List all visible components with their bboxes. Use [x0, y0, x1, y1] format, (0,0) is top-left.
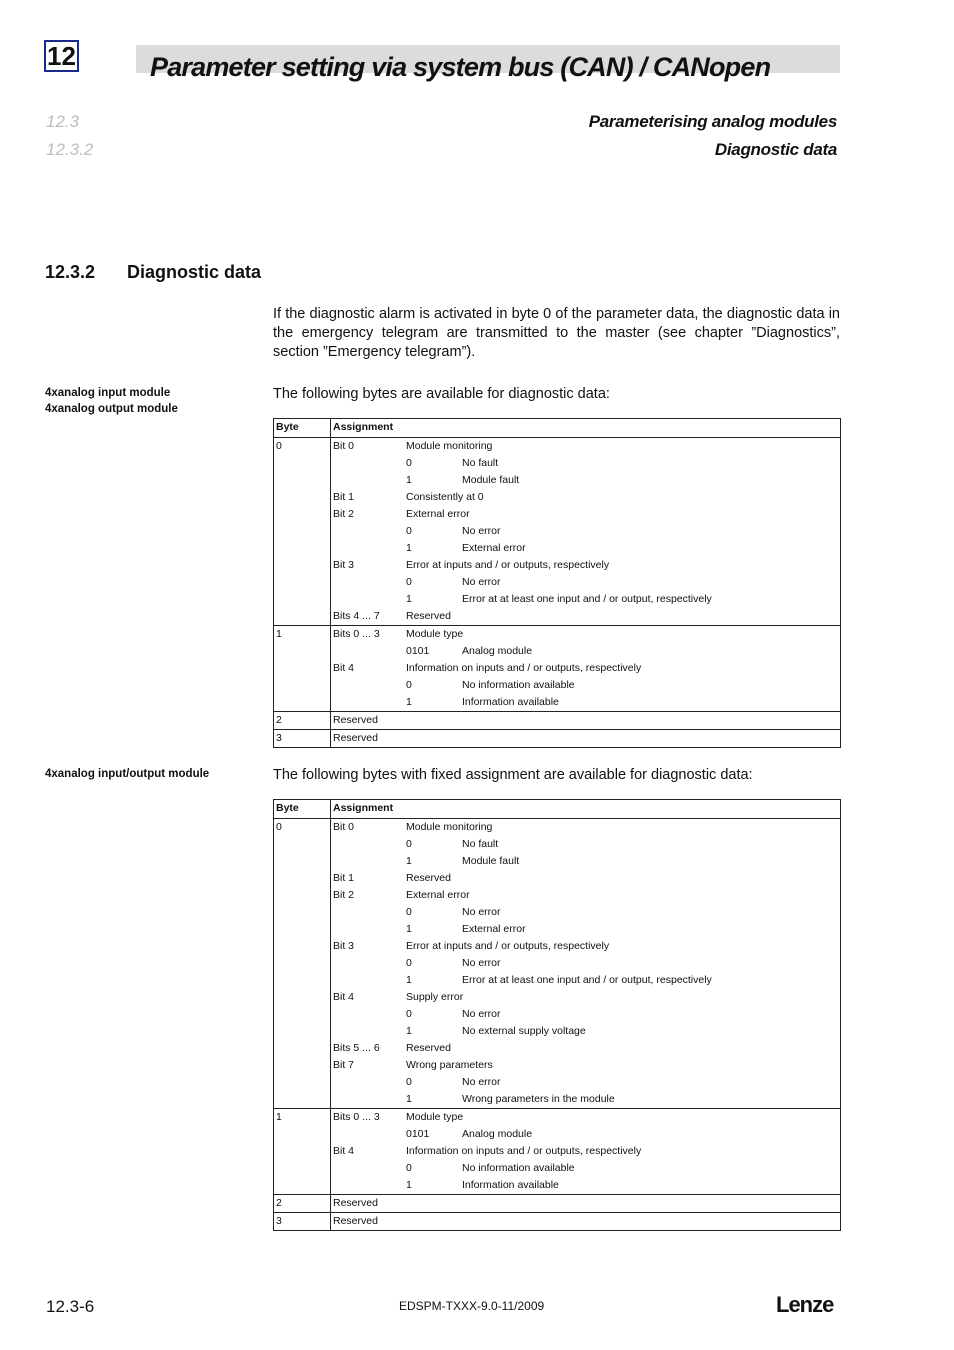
intro-paragraph: If the diagnostic alarm is activated in byte 0 of the parameter data, the diagnostic data in the emergency telegram are transmitted to the master (see chapter ”Diagnostics”, section ”Emergency telegram”).	[273, 306, 840, 360]
assignment-text: Module type	[406, 1111, 464, 1123]
assignment-line	[333, 887, 840, 904]
assignment-text: Consistently at 0	[406, 491, 484, 503]
bit-label: Bit 0	[333, 821, 355, 833]
byte-cell: 3	[274, 730, 331, 748]
byte-cell: 0	[274, 438, 331, 626]
header-byte: Byte	[274, 419, 331, 438]
assignment-line	[333, 523, 840, 540]
assignment-text: Module type	[406, 628, 464, 640]
table-row	[274, 730, 841, 748]
assignment-text: 1	[406, 1025, 412, 1037]
assignment-line	[333, 955, 840, 972]
assignment-line	[333, 1177, 840, 1194]
assignment-text: Error at inputs and / or outputs, respectively	[406, 559, 610, 571]
value-meaning: No fault	[462, 838, 499, 850]
assignment-text: 1	[406, 923, 412, 935]
assignment-text: Information on inputs and / or outputs, respectively	[406, 662, 642, 674]
assignment-text: 1	[406, 1179, 412, 1191]
header-byte: Byte	[274, 800, 331, 819]
assignment-line	[333, 1006, 840, 1023]
value-meaning: No error	[462, 1008, 501, 1020]
assignment-cell	[331, 1109, 841, 1195]
bit-label: Bits 0 ... 3	[333, 1111, 380, 1123]
table-header-row	[274, 419, 841, 438]
assignment-line	[333, 1040, 840, 1057]
assignment-line	[333, 1057, 840, 1074]
section-title: Parameterising analog modules	[588, 112, 837, 131]
bit-label: Reserved	[333, 1215, 378, 1227]
bit-label: Bit 0	[333, 440, 355, 452]
assignment-cell	[331, 730, 841, 748]
assignment-text: Information on inputs and / or outputs, respectively	[406, 1145, 642, 1157]
assignment-text: Reserved	[406, 610, 451, 622]
value-meaning: Analog module	[462, 645, 533, 657]
assignment-text: 1	[406, 593, 412, 605]
page-number: 12.3-6	[46, 1297, 95, 1316]
assignment-line	[333, 1023, 840, 1040]
table-row	[274, 712, 841, 730]
assignment-text: Reserved	[406, 872, 451, 884]
assignment-line	[333, 836, 840, 853]
byte-cell: 2	[274, 1195, 331, 1213]
assignment-line	[333, 1091, 840, 1108]
assignment-line	[333, 938, 840, 955]
section-number: 12.3	[46, 112, 80, 131]
assignment-cell	[331, 712, 841, 730]
page-title: Parameter setting via system bus (CAN) / CANopen	[150, 52, 771, 82]
assignment-line	[333, 489, 840, 506]
assignment-text: 1	[406, 855, 412, 867]
assignment-text: 0	[406, 1076, 412, 1088]
value-meaning: No error	[462, 957, 501, 969]
assignment-line	[333, 540, 840, 557]
chapter-number-box: 12	[44, 40, 79, 72]
value-meaning: No error	[462, 525, 501, 537]
value-meaning: Information available	[462, 1179, 559, 1191]
byte-cell: 1	[274, 1109, 331, 1195]
subsection-number: 12.3.2	[46, 140, 94, 159]
assignment-line	[333, 574, 840, 591]
assignment-text: 0	[406, 576, 412, 588]
assignment-text: 1	[406, 974, 412, 986]
table-row	[274, 1109, 841, 1195]
assignment-line	[333, 1213, 840, 1230]
assignment-cell	[331, 1195, 841, 1213]
heading-number: 12.3.2	[45, 262, 96, 282]
value-meaning: Error at at least one input and / or output, respectively	[462, 593, 712, 605]
assignment-cell	[331, 438, 841, 626]
assignment-line	[333, 921, 840, 938]
assignment-line	[333, 989, 840, 1006]
assignment-line	[333, 438, 840, 455]
assignment-line	[333, 1126, 840, 1143]
assignment-line	[333, 677, 840, 694]
bit-label: Bit 3	[333, 559, 355, 571]
assignment-line	[333, 694, 840, 711]
assignment-text: Module monitoring	[406, 440, 493, 452]
value-meaning: No fault	[462, 457, 499, 469]
value-meaning: Information available	[462, 696, 559, 708]
assignment-text: 0	[406, 1162, 412, 1174]
byte-cell: 1	[274, 626, 331, 712]
assignment-text: Module monitoring	[406, 821, 493, 833]
assignment-text: 0	[406, 906, 412, 918]
bit-label: Bits 5 ... 6	[333, 1042, 380, 1054]
assignment-line	[333, 972, 840, 989]
assignment-line	[333, 712, 840, 729]
header-assignment: Assignment	[331, 419, 841, 438]
assignment-text: 1	[406, 474, 412, 486]
assignment-text: 0	[406, 457, 412, 469]
assignment-text: 0	[406, 838, 412, 850]
bit-label: Bits 0 ... 3	[333, 628, 380, 640]
bit-label: Bit 2	[333, 889, 355, 901]
assignment-text: 0	[406, 525, 412, 537]
document-id: EDSPM-TXXX-9.0-11/2009	[399, 1299, 545, 1313]
table-row	[274, 1213, 841, 1231]
assignment-line	[333, 1143, 840, 1160]
subsection-title: Diagnostic data	[714, 140, 837, 159]
margin-note-1	[45, 385, 178, 417]
value-meaning: Wrong parameters in the module	[462, 1093, 615, 1105]
header-assignment: Assignment	[331, 800, 841, 819]
value-meaning: No information available	[462, 1162, 575, 1174]
table-row	[274, 438, 841, 626]
assignment-line	[333, 506, 840, 523]
value-meaning: External error	[462, 542, 526, 554]
heading-text: Diagnostic data	[127, 262, 262, 282]
lead-text-2: The following bytes with fixed assignment are available for diagnostic data:	[273, 767, 753, 783]
table-row	[274, 1195, 841, 1213]
assignment-cell	[331, 626, 841, 712]
assignment-line	[333, 626, 840, 643]
assignment-text: Error at inputs and / or outputs, respectively	[406, 940, 610, 952]
bit-label: Bit 4	[333, 1145, 355, 1157]
assignment-text: External error	[406, 889, 470, 901]
value-meaning: Error at at least one input and / or output, respectively	[462, 974, 712, 986]
note-line: 4xanalog output module	[45, 403, 178, 415]
assignment-line	[333, 904, 840, 921]
assignment-text: 0	[406, 679, 412, 691]
assignment-cell	[331, 1213, 841, 1231]
bit-label: Reserved	[333, 714, 378, 726]
value-meaning: No information available	[462, 679, 575, 691]
bit-label: Bit 4	[333, 991, 355, 1003]
bit-label: Bits 4 ... 7	[333, 610, 380, 622]
table-header-row	[274, 800, 841, 819]
lenze-logo: Lenze	[776, 1292, 834, 1317]
section-heading	[45, 262, 261, 283]
diagnostic-table-1	[273, 418, 841, 748]
margin-note-2	[45, 766, 209, 782]
bit-label: Bit 3	[333, 940, 355, 952]
assignment-line	[333, 455, 840, 472]
assignment-text: External error	[406, 508, 470, 520]
value-meaning: Analog module	[462, 1128, 533, 1140]
assignment-text: 0	[406, 1008, 412, 1020]
byte-cell: 2	[274, 712, 331, 730]
bit-label: Bit 1	[333, 872, 355, 884]
assignment-cell	[331, 819, 841, 1109]
bit-label: Reserved	[333, 732, 378, 744]
table-row	[274, 819, 841, 1109]
bit-label: Bit 7	[333, 1059, 355, 1071]
lead-text-1: The following bytes are available for diagnostic data:	[273, 386, 610, 402]
assignment-line	[333, 819, 840, 836]
byte-cell: 3	[274, 1213, 331, 1231]
assignment-text: Supply error	[406, 991, 464, 1003]
assignment-line	[333, 1195, 840, 1212]
assignment-line	[333, 1109, 840, 1126]
bit-label: Bit 1	[333, 491, 355, 503]
assignment-text: 0	[406, 957, 412, 969]
assignment-text: 0101	[406, 645, 430, 657]
assignment-line	[333, 660, 840, 677]
assignment-line	[333, 608, 840, 625]
assignment-line	[333, 870, 840, 887]
bit-label: Reserved	[333, 1197, 378, 1209]
assignment-line	[333, 1160, 840, 1177]
bit-label: Bit 4	[333, 662, 355, 674]
value-meaning: Module fault	[462, 855, 520, 867]
note-line: 4xanalog input/output module	[45, 768, 210, 780]
table-row	[274, 626, 841, 712]
note-line: 4xanalog input module	[45, 387, 171, 399]
value-meaning: Module fault	[462, 474, 520, 486]
assignment-line	[333, 591, 840, 608]
value-meaning: No error	[462, 576, 501, 588]
assignment-text: Wrong parameters	[406, 1059, 493, 1071]
value-meaning: No error	[462, 906, 501, 918]
assignment-line	[333, 730, 840, 747]
assignment-line	[333, 1074, 840, 1091]
value-meaning: External error	[462, 923, 526, 935]
assignment-line	[333, 472, 840, 489]
bit-label: Bit 2	[333, 508, 355, 520]
assignment-text: Reserved	[406, 1042, 451, 1054]
value-meaning: No error	[462, 1076, 501, 1088]
value-meaning: No external supply voltage	[462, 1025, 586, 1037]
assignment-line	[333, 643, 840, 660]
assignment-text: 1	[406, 696, 412, 708]
assignment-text: 1	[406, 1093, 412, 1105]
diagnostic-table-2	[273, 799, 841, 1231]
byte-cell: 0	[274, 819, 331, 1109]
assignment-text: 0101	[406, 1128, 430, 1140]
assignment-line	[333, 853, 840, 870]
assignment-text: 1	[406, 542, 412, 554]
assignment-line	[333, 557, 840, 574]
